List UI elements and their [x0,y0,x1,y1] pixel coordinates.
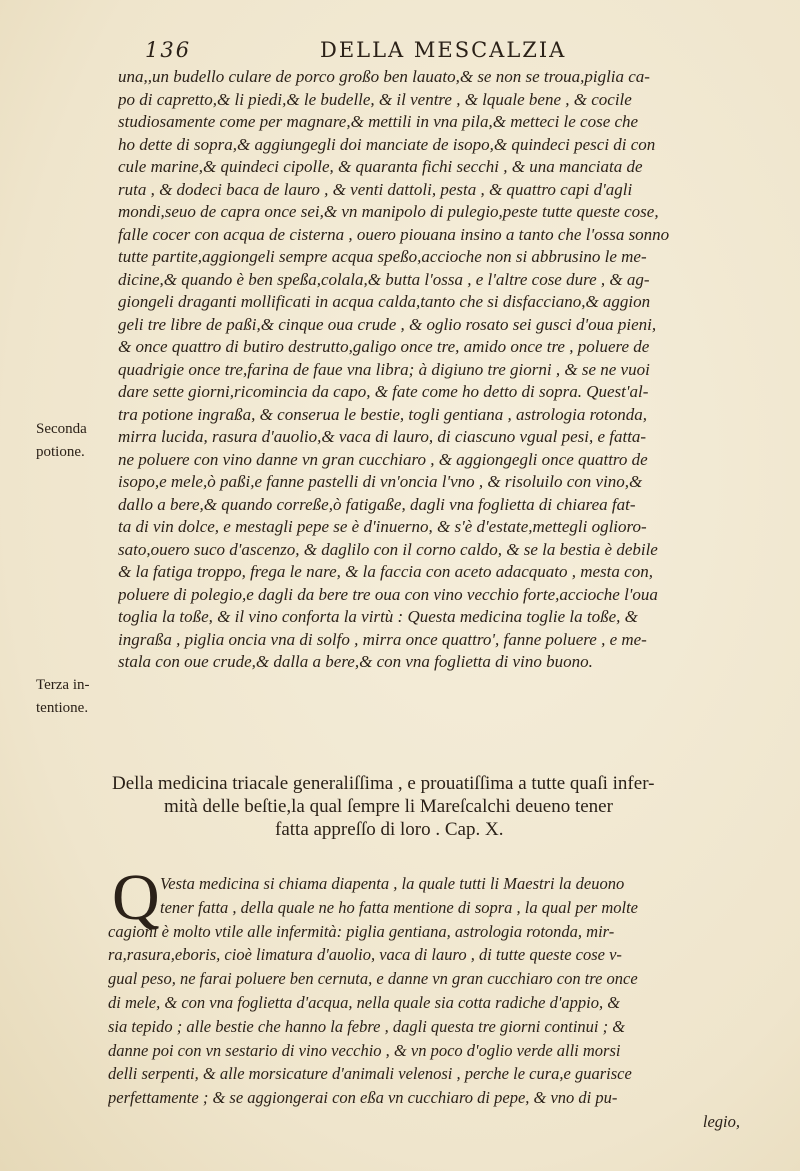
text-line: dare sette giorni,ricomincia da capo, & fate come ho detto di sopra. Quest'al- [118,382,649,401]
text-line: & la fatiga troppo, frega le nare, & la faccia con aceto adacquato , mesta con, [118,562,653,581]
drop-cap: Q [112,861,160,934]
text-line: tutte partite,aggiongeli sempre acqua speßo,accioche non si abbrusino le me- [118,247,647,266]
page-number: 136 [145,38,192,62]
text-line: sato,ouero suco d'ascenzo, & daglilo con il corno caldo, & se la bestia è debile [118,539,658,559]
margin-note-line: tentione. [36,699,89,716]
text-line: studiosamente come per magnare,& mettili in vna pila,& metteci le cose che [118,112,639,131]
text-line: legio, [702,1111,740,1131]
text-line: ingraßa , piglia oncia vna di solfo , mirra once quattro', fanne poluere , e me- [118,629,647,649]
main-text [118,66,778,674]
running-title: DELLA MESCALZIA [320,38,567,62]
text-line: danne poi con vn sestario di vino vecchio , & vn poco d'oglio verde alli morsi [108,1040,621,1060]
text-line: giongeli draganti mollificati in acqua calda,tanto che si disfacciano,& aggion [118,292,651,311]
text-line: geli tre libre de paßi,& cinque oua crude , & oglio rosato sei gusci d'oua pieni, [118,314,657,334]
text-line: falle cocer con acqua de cisterna , ouero piouana insino a tanto che l'ossa sonno [118,224,670,244]
text-line: isopo,e mele,ò paßi,e fanne pastelli di vn'oncia l'vno , & risoluilo con vino,& [118,472,643,491]
text-line: una,,un budello culare de porco großo ben lauato,& se non se troua,piglia ca- [118,67,650,86]
margin-note-line: potione. [36,443,85,460]
margin-note-seconda [36,418,87,463]
text-line: tener fatta , della quale ne ho fatta mentione di sopra , la qual per molte [160,897,638,917]
margin-note-line: Seconda [36,421,87,437]
text-line: & once quattro di butiro destrutto,galigo once tre, amido once tre , poluere de [118,337,650,356]
text-line: tra potione ingraßa, & conserua le bestie, togli gentiana , astrologia rotonda, [118,404,648,424]
text-line: Vesta medicina si chiama diapenta , la quale tutti li Maestri la deuono [160,874,625,893]
text-line: mondi,seuo de capra once sei,& vn manipolo di pulegio,peste tutte queste cose, [118,202,659,221]
text-line: perfettamente ; & se aggiongerai con eßa vn cucchiaro di pepe, & vno di pu- [108,1088,618,1108]
text-line: ne poluere con vino danne vn gran cucchiaro , & aggiongegli once quattro de [118,449,648,469]
text-line: sia tepido ; alle bestie che hanno la febre , dagli questa tre giorni continui ; & [108,1016,626,1036]
text-line: ho dette di sopra,& aggiungegli doi manciate de isopo,& quindeci pesci di con [118,134,656,154]
margin-note-line: Terza in- [36,677,90,693]
text-line: po di capretto,& li piedi,& le budelle, & il ventre , & lquale bene , & cocile [118,89,632,109]
chapter-heading-line: fatta appreſſo di loro . Cap. X. [275,819,504,840]
text-line: ra,rasura,eboris, cioè limatura d'auolio, vaca di lauro , di tutte queste cose v- [108,945,622,965]
text-line: dallo a bere,& quando correße,ò fatigaße, dagli vna foglietta di chiarea fat- [118,494,636,514]
text-line: toglia la toße, & il vino conforta la virtù : Questa medicina toglie la toße, & [118,607,638,626]
text-line: cule marine,& quindeci cipolle, & quaranta fichi secchi , & una manciata de [118,157,643,176]
text-line: ruta , & dodeci baca de lauro , & venti dattoli, pesta , & quattro capi d'agli [118,179,633,199]
margin-note-terza [36,674,90,719]
text-line: di mele, & con vna foglietta d'acqua, nella quale sia cotta radiche d'appio, & [108,992,621,1012]
chapter-heading [112,772,772,841]
text-line: ta di vin dolce, e mestagli pepe se è d'inuerno, & s'è d'estate,mettegli oglioro- [118,517,647,536]
text-line: stala con oue crude,& dalla a bere,& con vna foglietta di vino buono. [118,652,593,671]
chapter-text [108,872,788,1134]
text-line: cagioni è molto vtile alle infermità: piglia gentiana, astrologia rotonda, mir- [108,921,615,941]
text-line: delli serpenti, & alle morsicature d'animali velenosi , perche le cura,e guarisce [108,1064,632,1084]
chapter-heading-line: mità delle beſtie,la qual ſempre li Mareſcalchi deueno tener [164,796,613,817]
chapter-heading-line: Della medicina triacale generaliſſima , e prouatiſſima a tutte quaſi infer- [112,773,655,794]
text-line: dicine,& quando è ben speßa,colala,& butta l'ossa , e l'altre cose dure , & ag- [118,269,650,289]
text-line: poluere di polegio,e dagli da bere tre oua con vino vecchio forte,accioche l'oua [118,584,658,604]
text-line: gual peso, ne farai poluere ben cernuta, e danne vn gran cucchiaro con tre once [108,969,638,989]
text-line: quadrigie once tre,farina de faue vna libra; à digiuno tre giorni , & se ne vuoi [118,359,650,379]
text-line: mirra lucida, rasura d'auolio,& vaca di lauro, di ciascuno vgual pesi, e fatta- [118,427,647,446]
